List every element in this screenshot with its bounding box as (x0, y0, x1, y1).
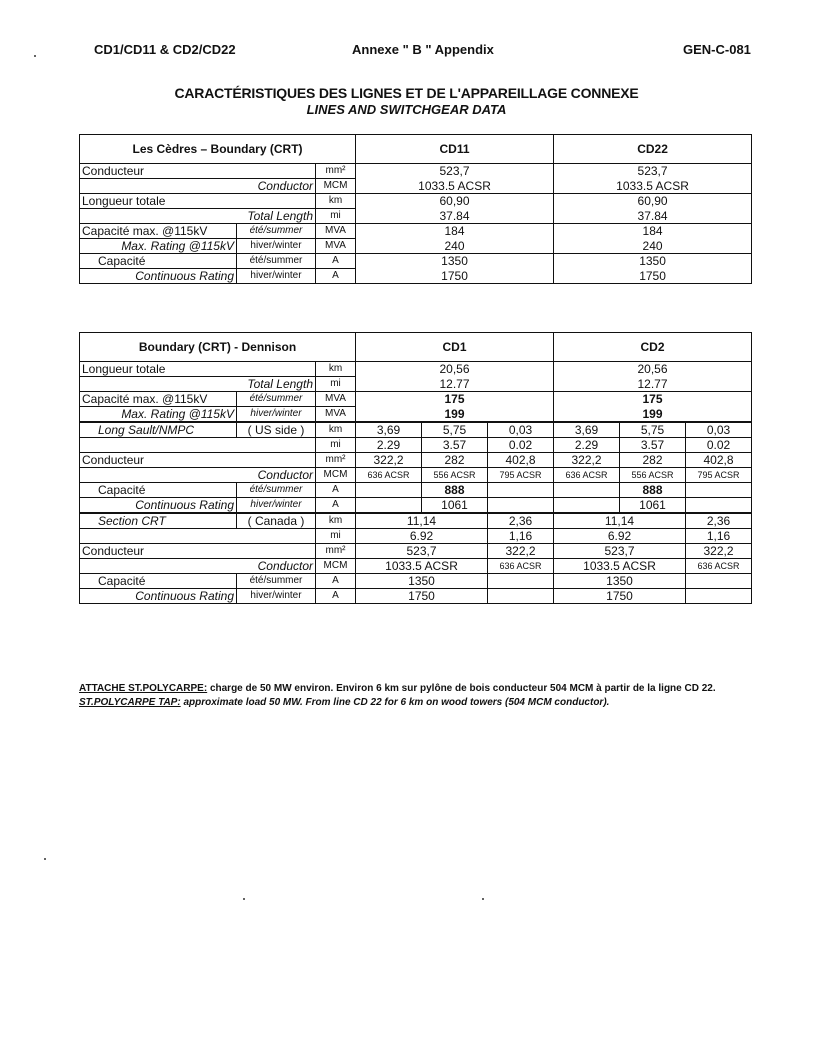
doc-header-center: Annexe " B " Appendix (352, 42, 494, 57)
cd2-crt-mm2-2: 322,2 (686, 544, 752, 559)
cd1-crt-continuous-summer: 1350 (356, 574, 488, 589)
season-winter: hiver/winter (237, 498, 316, 514)
cd11-continuous-summer: 1350 (356, 254, 554, 269)
cd2-ls-mm2-3: 402,8 (686, 453, 752, 468)
cd2-ls-mcm-2: 556 ACSR (620, 468, 686, 483)
cd1-crt-continuous-winter: 1750 (356, 589, 488, 604)
note-english-text: approximate load 50 MW. From line CD 22 for 6 km on wood towers (504 MCM conductor). (180, 697, 610, 708)
blank-cell (356, 483, 422, 498)
cd1-crt-mcm-1: 1033.5 ACSR (356, 559, 488, 574)
cd2-ls-mcm-1: 636 ACSR (554, 468, 620, 483)
cd2-ls-km-2: 5,75 (620, 422, 686, 438)
cd11-rating-winter: 240 (356, 239, 554, 254)
unit-mcm: MCM (316, 179, 356, 194)
unit-km: km (316, 194, 356, 209)
table1-col-cd11: CD11 (356, 135, 554, 164)
cd2-ls-continuous-summer: 888 (620, 483, 686, 498)
unit-a: A (316, 589, 356, 604)
cd1-rating-winter: 199 (356, 407, 554, 423)
cd11-continuous-winter: 1750 (356, 269, 554, 284)
conductor-label-en: Conductor (80, 179, 316, 194)
cd22-length-km: 60,90 (554, 194, 752, 209)
continuous-label-en: Continuous Rating (80, 269, 237, 284)
lines-table-cd11-cd22 (79, 134, 752, 284)
scan-speck (44, 858, 46, 860)
blank-cell (488, 483, 554, 498)
unit-mcm: MCM (316, 559, 356, 574)
long-sault-label: Long Sault/NMPC (80, 422, 237, 438)
rating-label-en: Max. Rating @115kV (80, 239, 237, 254)
section-crt-side: ( Canada ) (237, 513, 316, 529)
cd1-ls-mm2-2: 282 (422, 453, 488, 468)
cd22-conductor-mcm: 1033.5 ACSR (554, 179, 752, 194)
cd1-ls-mi-2: 3.57 (422, 438, 488, 453)
note-french (79, 683, 716, 694)
cd22-conductor-mm2: 523,7 (554, 164, 752, 179)
cd1-ls-mi-3: 0.02 (488, 438, 554, 453)
cd11-conductor-mm2: 523,7 (356, 164, 554, 179)
cd1-crt-km-2: 2,36 (488, 513, 554, 529)
cd2-ls-mi-3: 0.02 (686, 438, 752, 453)
cd2-crt-km-2: 2,36 (686, 513, 752, 529)
cd22-rating-summer: 184 (554, 224, 752, 239)
cd11-rating-summer: 184 (356, 224, 554, 239)
note-english-label: ST.POLYCARPE TAP: (79, 697, 181, 708)
rating-label-fr: Capacité max. @115kV (80, 392, 237, 407)
cd2-ls-mi-1: 2.29 (554, 438, 620, 453)
table2-section-header: Boundary (CRT) - Dennison (80, 333, 356, 362)
cd2-crt-continuous-summer: 1350 (554, 574, 686, 589)
cd22-continuous-winter: 1750 (554, 269, 752, 284)
season-winter: hiver/winter (237, 269, 316, 284)
unit-km: km (316, 513, 356, 529)
cd1-ls-mcm-1: 636 ACSR (356, 468, 422, 483)
length-label-fr: Longueur totale (80, 194, 316, 209)
scan-speck (482, 898, 484, 900)
cd2-ls-continuous-winter: 1061 (620, 498, 686, 514)
blank-cell (686, 498, 752, 514)
lines-table-cd1-cd2 (79, 332, 752, 604)
cd1-length-km: 20,56 (356, 362, 554, 377)
cd2-crt-mcm-2: 636 ACSR (686, 559, 752, 574)
cd1-ls-continuous-winter: 1061 (422, 498, 488, 514)
cd2-crt-mi-2: 1,16 (686, 529, 752, 544)
cd1-ls-km-3: 0,03 (488, 422, 554, 438)
blank-cell (80, 438, 316, 453)
doc-header-left: CD1/CD11 & CD2/CD22 (94, 42, 236, 57)
cd22-rating-winter: 240 (554, 239, 752, 254)
cd2-ls-km-3: 0,03 (686, 422, 752, 438)
cd2-rating-winter: 199 (554, 407, 752, 423)
unit-mi: mi (316, 209, 356, 224)
season-summer: été/summer (237, 574, 316, 589)
rating-label-fr: Capacité max. @115kV (80, 224, 237, 239)
blank-cell (488, 589, 554, 604)
unit-km: km (316, 362, 356, 377)
table2-col-cd1: CD1 (356, 333, 554, 362)
conductor-label-en: Conductor (80, 559, 316, 574)
title-english: LINES AND SWITCHGEAR DATA (306, 102, 507, 117)
cd1-crt-mcm-2: 636 ACSR (488, 559, 554, 574)
unit-mva: MVA (316, 392, 356, 407)
cd1-crt-mi-2: 1,16 (488, 529, 554, 544)
rating-label-en: Max. Rating @115kV (80, 407, 237, 423)
cd2-ls-mcm-3: 795 ACSR (686, 468, 752, 483)
cd2-length-mi: 12.77 (554, 377, 752, 392)
unit-a: A (316, 269, 356, 284)
blank-cell (80, 529, 316, 544)
cd2-ls-km-1: 3,69 (554, 422, 620, 438)
unit-km: km (316, 422, 356, 438)
cd1-length-mi: 12.77 (356, 377, 554, 392)
cd11-length-mi: 37.84 (356, 209, 554, 224)
conductor-label-fr: Conducteur (80, 544, 316, 559)
unit-a: A (316, 498, 356, 514)
cd1-ls-km-2: 5,75 (422, 422, 488, 438)
season-winter: hiver/winter (237, 589, 316, 604)
unit-mi: mi (316, 529, 356, 544)
cd1-ls-mcm-3: 795 ACSR (488, 468, 554, 483)
cd2-crt-mi-1: 6.92 (554, 529, 686, 544)
conductor-label-en: Conductor (80, 468, 316, 483)
season-winter: hiver/winter (237, 407, 316, 423)
length-label-en: Total Length (80, 209, 316, 224)
cd1-ls-mcm-2: 556 ACSR (422, 468, 488, 483)
cd1-ls-continuous-summer: 888 (422, 483, 488, 498)
table1-section-header: Les Cèdres – Boundary (CRT) (80, 135, 356, 164)
blank-cell (554, 483, 620, 498)
unit-mcm: MCM (316, 468, 356, 483)
cd2-ls-mi-2: 3.57 (620, 438, 686, 453)
season-winter: hiver/winter (237, 239, 316, 254)
cd2-length-km: 20,56 (554, 362, 752, 377)
long-sault-side: ( US side ) (237, 422, 316, 438)
table1-col-cd22: CD22 (554, 135, 752, 164)
unit-a: A (316, 483, 356, 498)
cd2-ls-mm2-2: 282 (620, 453, 686, 468)
cd1-crt-mm2-2: 322,2 (488, 544, 554, 559)
note-english (79, 697, 609, 708)
cd1-rating-summer: 175 (356, 392, 554, 407)
scan-speck (34, 55, 36, 57)
continuous-label-fr: Capacité (80, 483, 237, 498)
blank-cell (488, 498, 554, 514)
note-french-label: ATTACHE ST.POLYCARPE: (79, 683, 208, 694)
cd1-crt-mi-1: 6.92 (356, 529, 488, 544)
table2-col-cd2: CD2 (554, 333, 752, 362)
conductor-label-fr: Conducteur (80, 453, 316, 468)
cd11-length-km: 60,90 (356, 194, 554, 209)
blank-cell (686, 589, 752, 604)
unit-mi: mi (316, 377, 356, 392)
unit-mi: mi (316, 438, 356, 453)
conductor-label-fr: Conducteur (80, 164, 316, 179)
unit-mva: MVA (316, 239, 356, 254)
blank-cell (686, 574, 752, 589)
cd1-ls-mm2-3: 402,8 (488, 453, 554, 468)
season-summer: été/summer (237, 254, 316, 269)
cd2-crt-continuous-winter: 1750 (554, 589, 686, 604)
blank-cell (686, 483, 752, 498)
season-summer: été/summer (237, 392, 316, 407)
cd2-rating-summer: 175 (554, 392, 752, 407)
title-french: CARACTÉRISTIQUES DES LIGNES ET DE L'APPAREILLAGE CONNEXE (174, 85, 639, 101)
cd2-ls-mm2-1: 322,2 (554, 453, 620, 468)
note-french-text: charge de 50 MW environ. Environ 6 km sur pylône de bois conducteur 504 MCM à partir de la ligne CD 22. (207, 683, 716, 694)
section-crt-label: Section CRT (80, 513, 237, 529)
cd2-crt-mm2-1: 523,7 (554, 544, 686, 559)
cd1-ls-mi-1: 2.29 (356, 438, 422, 453)
length-label-fr: Longueur totale (80, 362, 316, 377)
season-summer: été/summer (237, 224, 316, 239)
unit-mva: MVA (316, 407, 356, 423)
unit-a: A (316, 574, 356, 589)
unit-mva: MVA (316, 224, 356, 239)
unit-mm2: mm² (316, 453, 356, 468)
unit-mm2: mm² (316, 544, 356, 559)
blank-cell (554, 498, 620, 514)
continuous-label-en: Continuous Rating (80, 498, 237, 514)
scan-speck (243, 898, 245, 900)
cd1-ls-km-1: 3,69 (356, 422, 422, 438)
season-summer: été/summer (237, 483, 316, 498)
doc-header-right: GEN-C-081 (683, 42, 751, 57)
length-label-en: Total Length (80, 377, 316, 392)
unit-mm2: mm² (316, 164, 356, 179)
cd22-length-mi: 37.84 (554, 209, 752, 224)
cd11-conductor-mcm: 1033.5 ACSR (356, 179, 554, 194)
cd2-crt-km-1: 11,14 (554, 513, 686, 529)
blank-cell (356, 498, 422, 514)
cd22-continuous-summer: 1350 (554, 254, 752, 269)
continuous-label-en: Continuous Rating (80, 589, 237, 604)
continuous-label-fr: Capacité (80, 574, 237, 589)
unit-a: A (316, 254, 356, 269)
continuous-label-fr: Capacité (80, 254, 237, 269)
cd1-crt-km-1: 11,14 (356, 513, 488, 529)
blank-cell (488, 574, 554, 589)
cd1-ls-mm2-1: 322,2 (356, 453, 422, 468)
cd2-crt-mcm-1: 1033.5 ACSR (554, 559, 686, 574)
cd1-crt-mm2-1: 523,7 (356, 544, 488, 559)
